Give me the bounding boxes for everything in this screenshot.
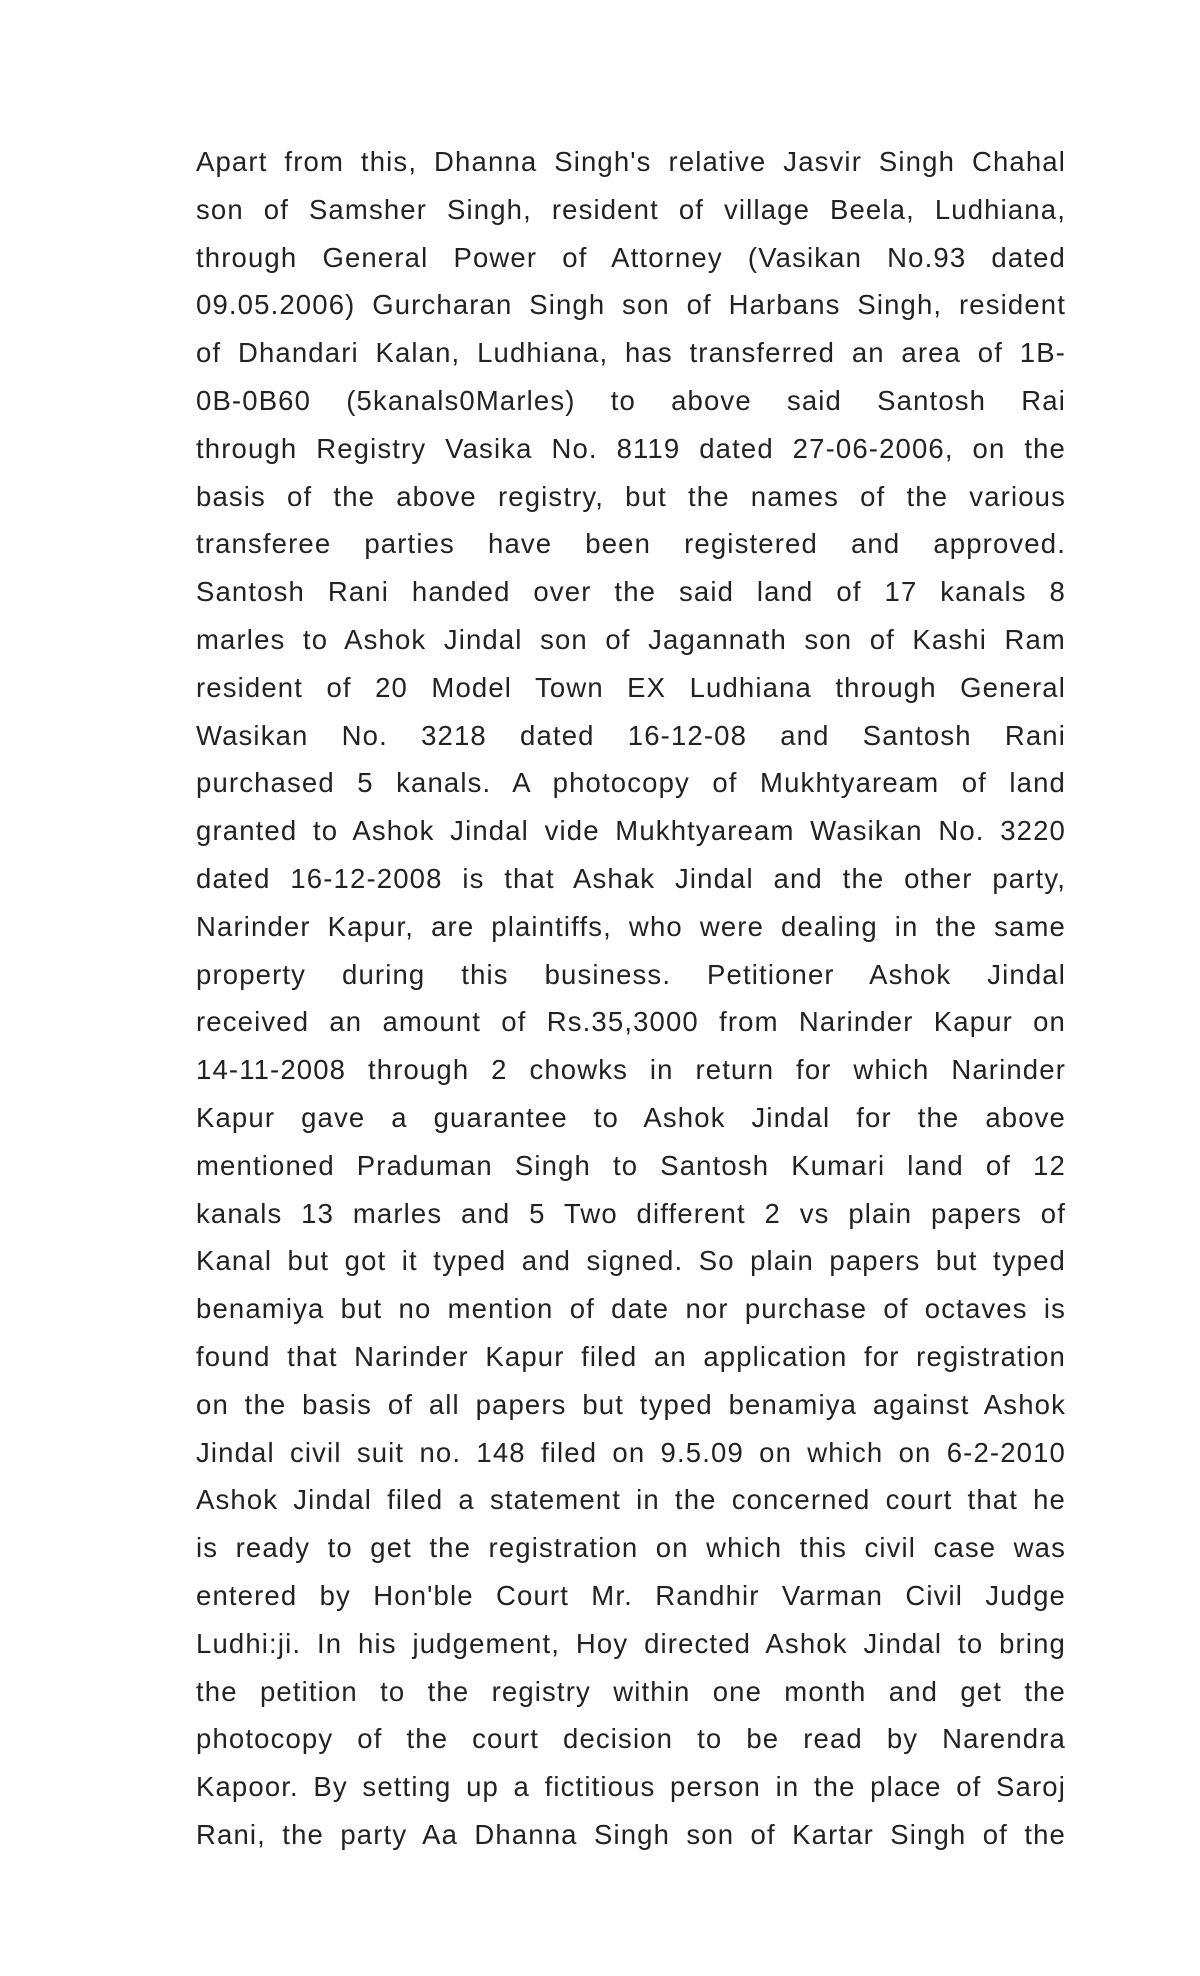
text-line: resident of 20 Model Town EX Ludhiana through General — [196, 671, 1066, 703]
text-line: on the basis of all papers but typed benamiya against Ashok — [196, 1388, 1066, 1420]
text-line: found that Narinder Kapur filed an application for registration — [196, 1340, 1066, 1372]
text-line: marles to Ashok Jindal son of Jagannath son of Kashi Ram — [196, 623, 1066, 655]
text-line: entered by Hon'ble Court Mr. Randhir Varman Civil Judge — [196, 1579, 1066, 1611]
text-line: through Registry Vasika No. 8119 dated 27-06-2006, on the — [196, 432, 1066, 464]
text-line: 14-11-2008 through 2 chowks in return for which Narinder — [196, 1054, 1066, 1086]
text-line: Apart from this, Dhanna Singh's relative Jasvir Singh Chahal — [196, 146, 1066, 177]
text-line: Narinder Kapur, are plaintiffs, who were dealing in the same — [196, 910, 1066, 942]
text-line: Kapur gave a guarantee to Ashok Jindal for the above — [196, 1101, 1066, 1133]
text-line: Kapoor. By setting up a fictitious person in the place of Saroj — [196, 1771, 1066, 1803]
text-line: 09.05.2006) Gurcharan Singh son of Harbans Singh, resident — [196, 289, 1066, 321]
text-line: basis of the above registry, but the names of the various — [196, 480, 1066, 512]
body-paragraph — [196, 138, 1066, 1859]
text-line: Kanal but got it typed and signed. So plain papers but typed — [196, 1245, 1066, 1277]
text-line: granted to Ashok Jindal vide Mukhtyaream Wasikan No. 3220 — [196, 815, 1066, 847]
text-line: Ludhi:ji. In his judgement, Hoy directed Ashok Jindal to bring — [196, 1627, 1066, 1659]
text-line: received an amount of Rs.35,3000 from Narinder Kapur on — [196, 1006, 1066, 1038]
text-line: Wasikan No. 3218 dated 16-12-08 and Santosh Rani — [196, 719, 1066, 751]
text-line: property during this business. Petitioner Ashok Jindal — [196, 958, 1066, 990]
text-line: photocopy of the court decision to be read by Narendra — [196, 1723, 1066, 1755]
text-line: Ashok Jindal filed a statement in the concerned court that he — [196, 1484, 1066, 1516]
text-line: Jindal civil suit no. 148 filed on 9.5.09 on which on 6-2-2010 — [196, 1436, 1066, 1468]
text-line: benamiya but no mention of date nor purchase of octaves is — [196, 1293, 1066, 1325]
text-line: of Dhandari Kalan, Ludhiana, has transferred an area of 1B- — [196, 337, 1066, 369]
text-line: purchased 5 kanals. A photocopy of Mukhtyaream of land — [196, 767, 1066, 799]
text-line: the petition to the registry within one month and get the — [196, 1675, 1066, 1707]
text-line: son of Samsher Singh, resident of village Beela, Ludhiana, — [196, 193, 1066, 225]
text-line: kanals 13 marles and 5 Two different 2 vs plain papers of — [196, 1197, 1066, 1229]
text-line: dated 16-12-2008 is that Ashak Jindal and the other party, — [196, 862, 1066, 894]
text-line: transferee parties have been registered and approved. — [196, 528, 1066, 560]
text-line: mentioned Praduman Singh to Santosh Kumari land of 12 — [196, 1149, 1066, 1181]
text-line: is ready to get the registration on which this civil case was — [196, 1532, 1066, 1564]
text-line: Santosh Rani handed over the said land of 17 kanals 8 — [196, 576, 1066, 608]
text-line: 0B-0B60 (5kanals0Marles) to above said Santosh Rai — [196, 384, 1066, 416]
text-line: Rani, the party Aa Dhanna Singh son of Kartar Singh of the — [196, 1818, 1066, 1850]
text-line: through General Power of Attorney (Vasikan No.93 dated — [196, 241, 1066, 273]
